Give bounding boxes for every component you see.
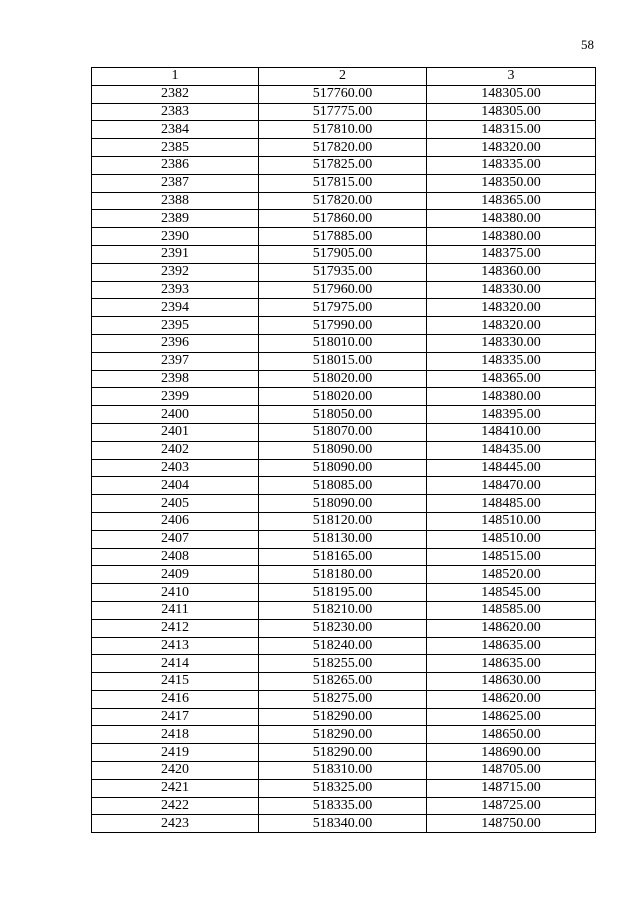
table-cell-col-3: 148335.00 [427, 352, 596, 370]
table-cell-col-1: 2382 [92, 85, 259, 103]
table-cell-col-2: 517960.00 [259, 281, 427, 299]
table-cell-col-1: 2401 [92, 423, 259, 441]
header-col-1: 1 [92, 68, 259, 86]
table-cell-col-1: 2415 [92, 673, 259, 691]
table-cell-col-2: 518020.00 [259, 388, 427, 406]
table-cell-col-2: 517905.00 [259, 245, 427, 263]
table-cell-col-2: 517820.00 [259, 139, 427, 157]
table-cell-col-2: 517825.00 [259, 156, 427, 174]
table-row [92, 85, 596, 103]
table-cell-col-2: 517810.00 [259, 121, 427, 139]
table-cell-col-1: 2385 [92, 139, 259, 157]
table-row [92, 317, 596, 335]
table-cell-col-2: 518195.00 [259, 584, 427, 602]
table-cell-col-2: 518255.00 [259, 655, 427, 673]
table-cell-col-1: 2400 [92, 406, 259, 424]
table-row [92, 245, 596, 263]
table-cell-col-1: 2420 [92, 762, 259, 780]
table-cell-col-2: 518010.00 [259, 334, 427, 352]
table-cell-col-2: 517990.00 [259, 317, 427, 335]
table-cell-col-2: 518290.00 [259, 726, 427, 744]
table-cell-col-3: 148690.00 [427, 744, 596, 762]
table-row [92, 726, 596, 744]
header-col-2: 2 [259, 68, 427, 86]
table-cell-col-3: 148395.00 [427, 406, 596, 424]
table-cell-col-2: 518240.00 [259, 637, 427, 655]
table-cell-col-2: 518310.00 [259, 762, 427, 780]
table-cell-col-3: 148320.00 [427, 317, 596, 335]
table-row [92, 655, 596, 673]
table-row [92, 566, 596, 584]
table-cell-col-1: 2397 [92, 352, 259, 370]
table-cell-col-2: 517820.00 [259, 192, 427, 210]
table-row [92, 370, 596, 388]
table-cell-col-2: 518090.00 [259, 459, 427, 477]
table-cell-col-3: 148510.00 [427, 512, 596, 530]
table-cell-col-1: 2383 [92, 103, 259, 121]
table-row [92, 584, 596, 602]
table-cell-col-3: 148305.00 [427, 85, 596, 103]
table-cell-col-3: 148330.00 [427, 334, 596, 352]
table-cell-col-3: 148630.00 [427, 673, 596, 691]
table-row [92, 441, 596, 459]
table-cell-col-1: 2393 [92, 281, 259, 299]
coordinates-table [91, 67, 596, 833]
table-cell-col-3: 148380.00 [427, 210, 596, 228]
table-cell-col-1: 2419 [92, 744, 259, 762]
table-cell-col-1: 2417 [92, 708, 259, 726]
table-row [92, 228, 596, 246]
table-cell-col-3: 148350.00 [427, 174, 596, 192]
table-cell-col-2: 518290.00 [259, 708, 427, 726]
page-number: 58 [581, 37, 594, 52]
table-cell-col-1: 2390 [92, 228, 259, 246]
table-row [92, 744, 596, 762]
table-row [92, 673, 596, 691]
table-cell-col-2: 518130.00 [259, 530, 427, 548]
table-row [92, 210, 596, 228]
table-row [92, 797, 596, 815]
header-row [92, 68, 596, 86]
table-row [92, 779, 596, 797]
table-cell-col-3: 148650.00 [427, 726, 596, 744]
table-cell-col-2: 518265.00 [259, 673, 427, 691]
table-cell-col-2: 518340.00 [259, 815, 427, 833]
table-cell-col-2: 518335.00 [259, 797, 427, 815]
table-cell-col-3: 148485.00 [427, 495, 596, 513]
table-cell-col-2: 518020.00 [259, 370, 427, 388]
table-cell-col-1: 2408 [92, 548, 259, 566]
table-row [92, 423, 596, 441]
table-cell-col-3: 148545.00 [427, 584, 596, 602]
table-cell-col-2: 518275.00 [259, 690, 427, 708]
table-cell-col-1: 2405 [92, 495, 259, 513]
table-cell-col-3: 148620.00 [427, 690, 596, 708]
table-cell-col-1: 2409 [92, 566, 259, 584]
table-row [92, 530, 596, 548]
table-cell-col-2: 518210.00 [259, 601, 427, 619]
table-cell-col-2: 517935.00 [259, 263, 427, 281]
table-cell-col-1: 2388 [92, 192, 259, 210]
table-row [92, 103, 596, 121]
table-cell-col-1: 2384 [92, 121, 259, 139]
table-cell-col-1: 2416 [92, 690, 259, 708]
table-cell-col-1: 2410 [92, 584, 259, 602]
table-row [92, 619, 596, 637]
table-cell-col-3: 148705.00 [427, 762, 596, 780]
table-row [92, 121, 596, 139]
table-cell-col-3: 148435.00 [427, 441, 596, 459]
table-cell-col-2: 517860.00 [259, 210, 427, 228]
table-cell-col-3: 148635.00 [427, 637, 596, 655]
table-cell-col-3: 148715.00 [427, 779, 596, 797]
table-cell-col-2: 518180.00 [259, 566, 427, 584]
table-cell-col-1: 2392 [92, 263, 259, 281]
table-cell-col-1: 2387 [92, 174, 259, 192]
table-cell-col-3: 148750.00 [427, 815, 596, 833]
table-row [92, 174, 596, 192]
table-cell-col-2: 518325.00 [259, 779, 427, 797]
table-row [92, 495, 596, 513]
table-row [92, 156, 596, 174]
table-cell-col-2: 517760.00 [259, 85, 427, 103]
table-cell-col-3: 148515.00 [427, 548, 596, 566]
table-cell-col-1: 2389 [92, 210, 259, 228]
table-cell-col-3: 148625.00 [427, 708, 596, 726]
table-cell-col-3: 148585.00 [427, 601, 596, 619]
table-cell-col-2: 517775.00 [259, 103, 427, 121]
table-cell-col-3: 148520.00 [427, 566, 596, 584]
table-cell-col-1: 2403 [92, 459, 259, 477]
table-header [92, 68, 596, 86]
table-cell-col-2: 518085.00 [259, 477, 427, 495]
table-cell-col-3: 148445.00 [427, 459, 596, 477]
table-cell-col-1: 2386 [92, 156, 259, 174]
table-cell-col-3: 148375.00 [427, 245, 596, 263]
table-cell-col-3: 148380.00 [427, 228, 596, 246]
table-body [92, 85, 596, 832]
table-cell-col-3: 148635.00 [427, 655, 596, 673]
table-row [92, 477, 596, 495]
table-cell-col-2: 518015.00 [259, 352, 427, 370]
table-cell-col-1: 2406 [92, 512, 259, 530]
table-row [92, 548, 596, 566]
table-cell-col-1: 2395 [92, 317, 259, 335]
table-cell-col-2: 518230.00 [259, 619, 427, 637]
table-cell-col-3: 148470.00 [427, 477, 596, 495]
table-cell-col-1: 2412 [92, 619, 259, 637]
table-cell-col-1: 2398 [92, 370, 259, 388]
table-cell-col-1: 2396 [92, 334, 259, 352]
table-row [92, 815, 596, 833]
table-cell-col-3: 148725.00 [427, 797, 596, 815]
table-cell-col-1: 2391 [92, 245, 259, 263]
table-cell-col-2: 518090.00 [259, 441, 427, 459]
table-cell-col-2: 517975.00 [259, 299, 427, 317]
table-cell-col-3: 148320.00 [427, 299, 596, 317]
table-cell-col-2: 518290.00 [259, 744, 427, 762]
table-row [92, 762, 596, 780]
table-row [92, 334, 596, 352]
table-cell-col-3: 148305.00 [427, 103, 596, 121]
table-cell-col-3: 148315.00 [427, 121, 596, 139]
table-cell-col-1: 2407 [92, 530, 259, 548]
table-row [92, 459, 596, 477]
table-row [92, 512, 596, 530]
table-cell-col-3: 148335.00 [427, 156, 596, 174]
table-row [92, 263, 596, 281]
table-cell-col-3: 148620.00 [427, 619, 596, 637]
table-row [92, 708, 596, 726]
table-cell-col-2: 517885.00 [259, 228, 427, 246]
table-cell-col-1: 2422 [92, 797, 259, 815]
table-cell-col-3: 148360.00 [427, 263, 596, 281]
table-cell-col-1: 2413 [92, 637, 259, 655]
table-cell-col-2: 518120.00 [259, 512, 427, 530]
table-row [92, 281, 596, 299]
table-row [92, 690, 596, 708]
table-cell-col-3: 148320.00 [427, 139, 596, 157]
table-cell-col-1: 2421 [92, 779, 259, 797]
table-cell-col-2: 518070.00 [259, 423, 427, 441]
table-cell-col-1: 2411 [92, 601, 259, 619]
table-row [92, 139, 596, 157]
table-cell-col-2: 518050.00 [259, 406, 427, 424]
table-cell-col-1: 2414 [92, 655, 259, 673]
table-cell-col-1: 2418 [92, 726, 259, 744]
table-cell-col-1: 2423 [92, 815, 259, 833]
table-cell-col-3: 148365.00 [427, 192, 596, 210]
table-cell-col-1: 2394 [92, 299, 259, 317]
header-col-3: 3 [427, 68, 596, 86]
table-row [92, 388, 596, 406]
table-cell-col-3: 148365.00 [427, 370, 596, 388]
table-cell-col-2: 518165.00 [259, 548, 427, 566]
table-row [92, 637, 596, 655]
table-cell-col-3: 148380.00 [427, 388, 596, 406]
table-row [92, 352, 596, 370]
table-cell-col-1: 2404 [92, 477, 259, 495]
table-row [92, 601, 596, 619]
table-cell-col-2: 517815.00 [259, 174, 427, 192]
table-cell-col-2: 518090.00 [259, 495, 427, 513]
table-row [92, 299, 596, 317]
table-cell-col-1: 2402 [92, 441, 259, 459]
table-cell-col-1: 2399 [92, 388, 259, 406]
table-row [92, 406, 596, 424]
table-cell-col-3: 148510.00 [427, 530, 596, 548]
table-cell-col-3: 148330.00 [427, 281, 596, 299]
table-row [92, 192, 596, 210]
table-cell-col-3: 148410.00 [427, 423, 596, 441]
